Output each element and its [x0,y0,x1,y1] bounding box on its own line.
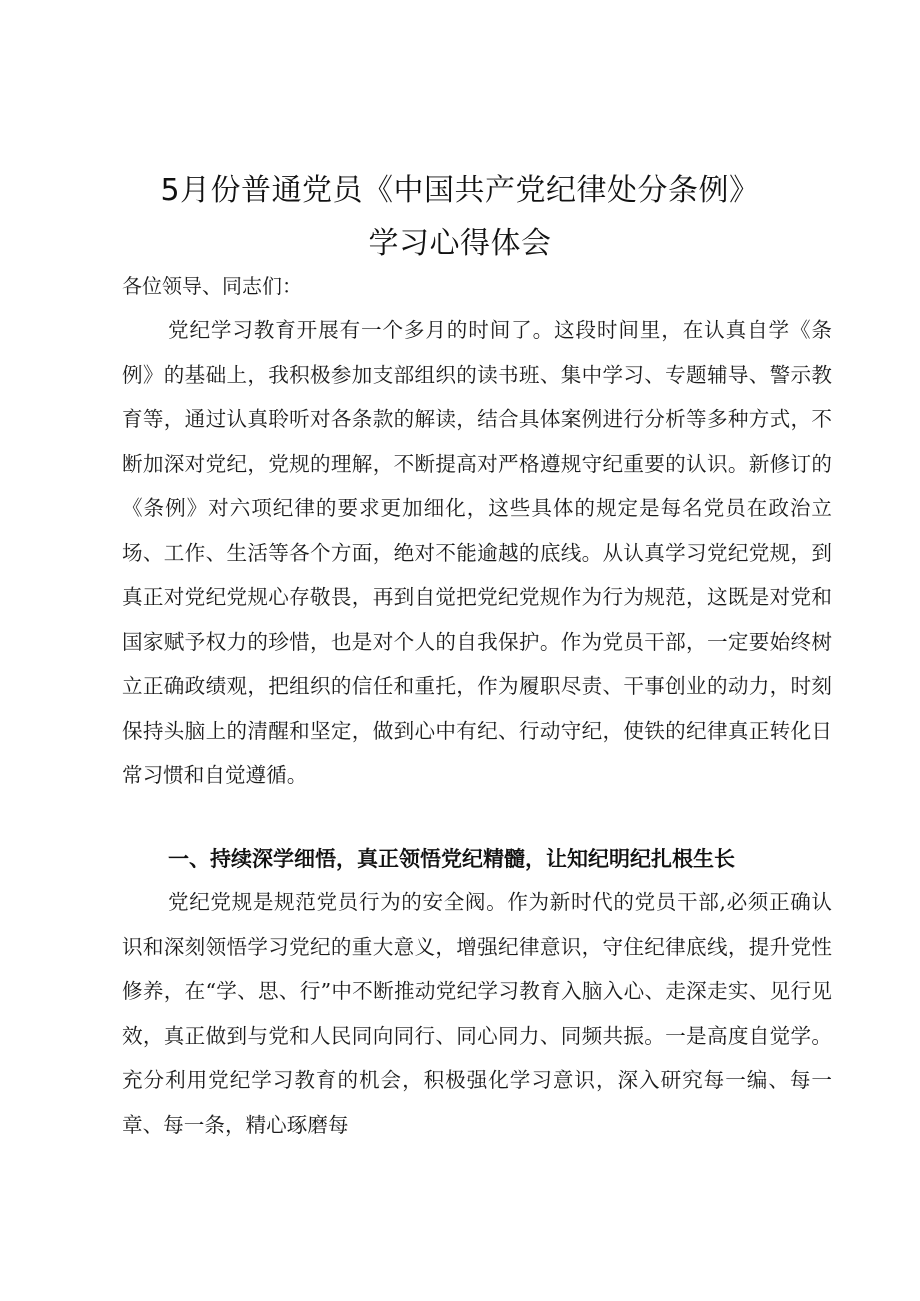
document-title-line-1: 5月份普通党员《中国共产党纪律处分条例》 [160,173,760,208]
body-paragraph-2: 党纪党规是规范党员行为的安全阀。作为新时代的党员干部,必须正确认识和深刻领悟学习党纪的重大意义，增强纪律意识，守住纪律底线，提升党性修养，在“学、思、行”中不断推动党纪学习教育入脑入心、走深走实、见行见效，真正做到与党和人民同向同行、同心同力、同频共振。一是高度自觉学。充分利用党纪学习教育的机会，积极强化学习意识，深入研究每一编、每一章、每一条，精心琢磨每 [122,890,832,1137]
section-heading-1: 一、持续深学细悟，真正领悟党纪精髓，让知纪明纪扎根生长 [168,847,735,871]
document-title-line-2: 学习心得体会 [368,226,552,261]
salutation: 各位领导、同志们： [122,274,302,298]
body-paragraph-1: 党纪学习教育开展有一个多月的时间了。这段时间里，在认真自学《条例》的基础上，我积极参加支部组织的读书班、集中学习、专题辅导、警示教育等，通过认真聆听对各条款的解读，结合具体案例进行分析等多种方式，不断加深对党纪，党规的理解，不断提高对严格遵规守纪重要的认识。新修订的《条例》对六项纪律的要求更加细化，这些具体的规定是每名党员在政治立场、工作、生活等各个方面，绝对不能逾越的底线。从认真学习党纪党规，到真正对党纪党规心存敬畏，再到自觉把党纪党规作为行为规范，这既是对党和国家赋予权力的珍惜，也是对个人的自我保护。作为党员干部，一定要始终树立正确政绩观，把组织的信任和重托，作为履职尽责、干事创业的动力，时刻保持头脑上的清醒和坚定，做到心中有纪、行动守纪，使铁的纪律真正转化日常习惯和自觉遵循。 [122,318,832,787]
